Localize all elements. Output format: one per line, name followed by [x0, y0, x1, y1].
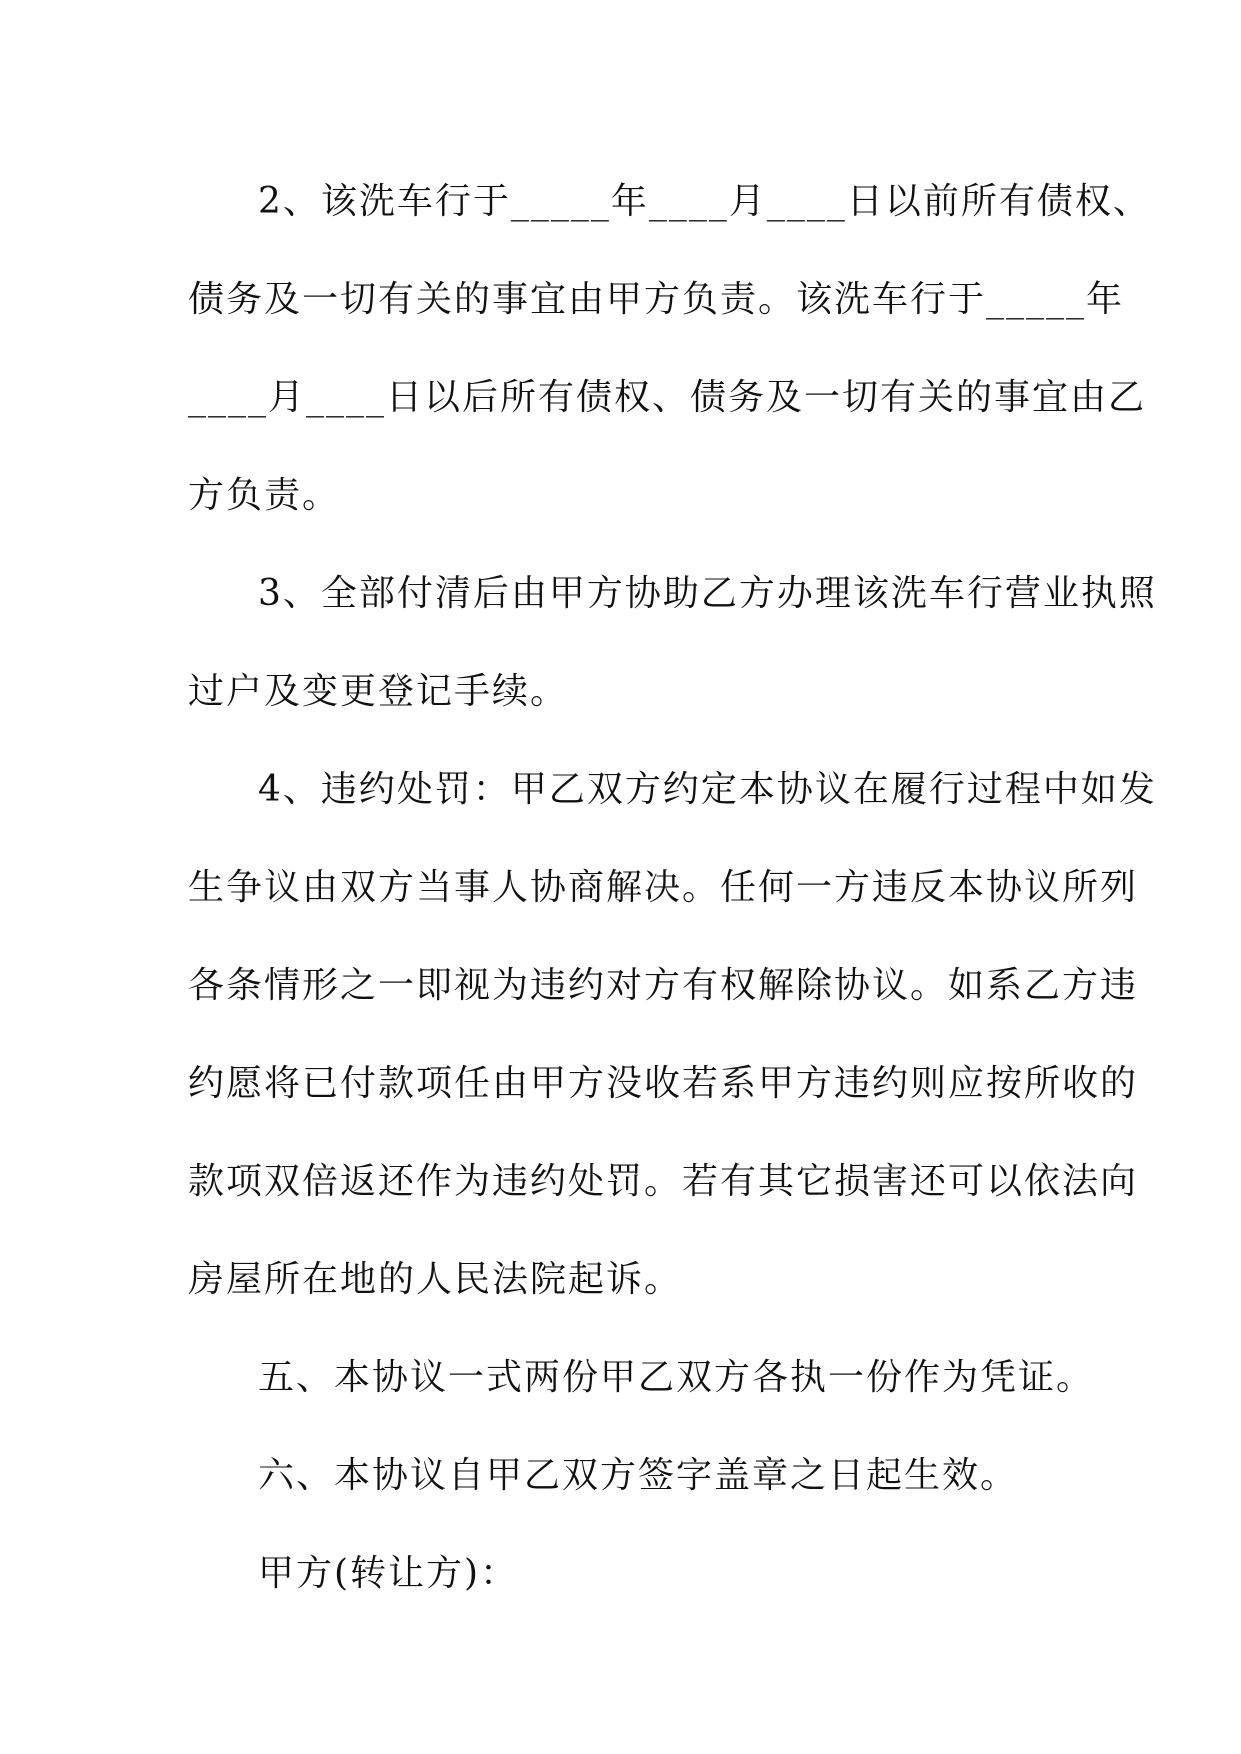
- clause-4-line-1: 4、违约处罚：甲乙双方约定本协议在履行过程中如发: [258, 769, 1157, 810]
- party-a-signature-label: 甲方(转让方)：: [258, 1553, 519, 1594]
- clause-5: 五、本协议一式两份甲乙双方各执一份作为凭证。: [258, 1357, 1095, 1398]
- clause-3-line-2: 过户及变更登记手续。: [188, 671, 569, 712]
- clause-4-line-4: 约愿将已付款项任由甲方没收若系甲方违约则应按所收的: [188, 1063, 1139, 1104]
- clause-4-line-6: 房屋所在地的人民法院起诉。: [188, 1259, 683, 1300]
- clause-2-line-2: 债务及一切有关的事宜由甲方负责。该洗车行于_____年: [188, 279, 1125, 320]
- clause-2-line-4: 方负责。: [188, 475, 341, 516]
- clause-2-line-1: 2、该洗车行于_____年____月____日以前所有债权、: [258, 181, 1151, 222]
- clause-2-line-3: ____月____日以后所有债权、债务及一切有关的事宜由乙: [188, 377, 1147, 418]
- clause-4-line-3: 各条情形之一即视为违约对方有权解除协议。如系乙方违: [188, 965, 1139, 1006]
- clause-4-line-5: 款项双倍返还作为违约处罚。若有其它损害还可以依法向: [188, 1161, 1139, 1202]
- clause-3-line-1: 3、全部付清后由甲方协助乙方办理该洗车行营业执照: [258, 573, 1157, 614]
- clause-4-line-2: 生争议由双方当事人协商解决。任何一方违反本协议所列: [188, 867, 1139, 908]
- clause-6: 六、本协议自甲乙双方签字盖章之日起生效。: [258, 1455, 1019, 1496]
